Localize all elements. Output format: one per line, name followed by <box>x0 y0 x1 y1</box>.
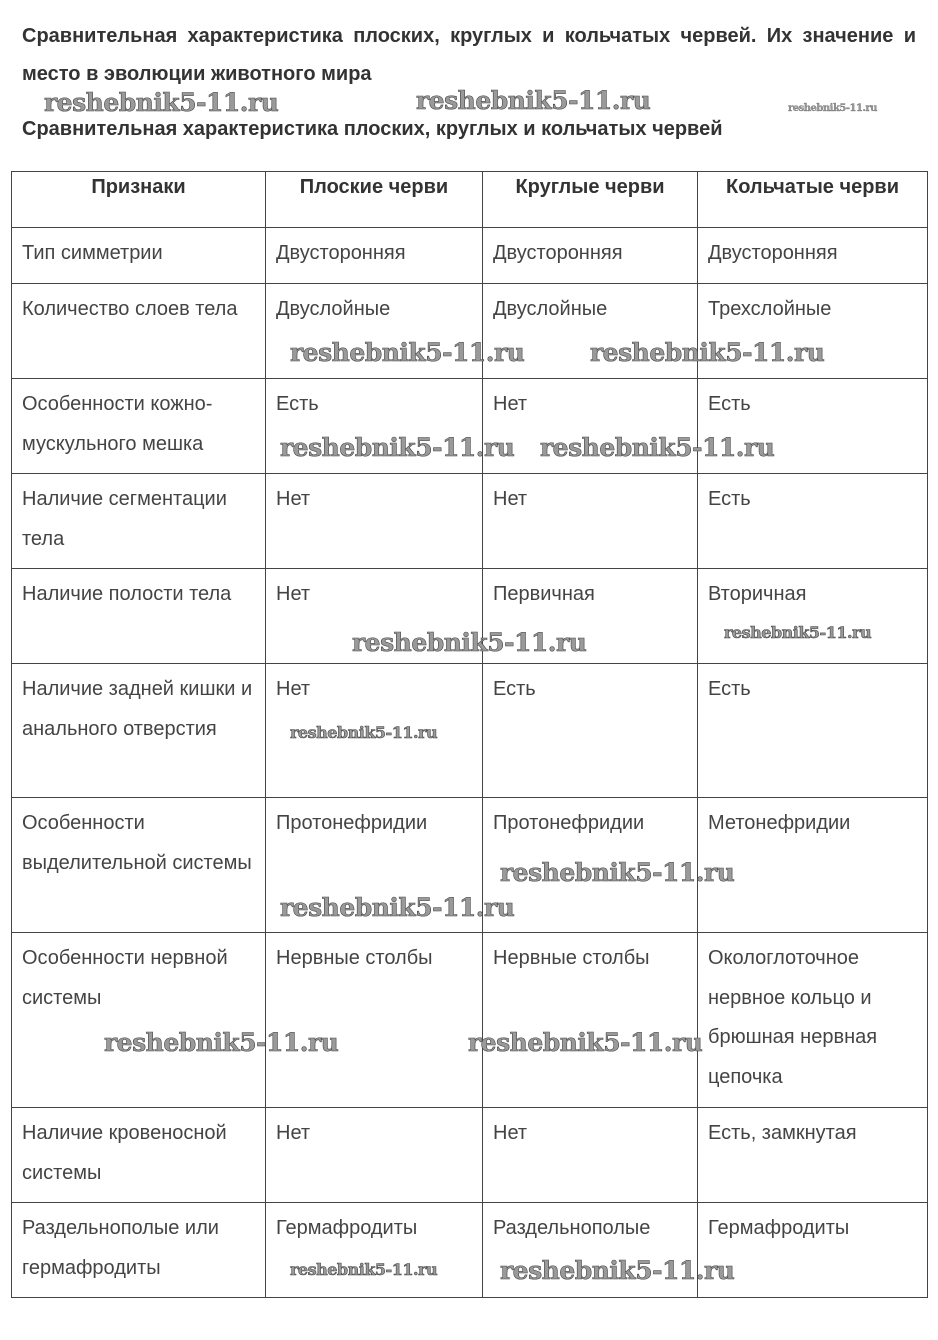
watermark: reshebnik5-11.ru <box>44 88 279 117</box>
feature-cell: Количество слоев тела <box>12 284 266 379</box>
table-row <box>12 664 928 798</box>
header-cell: Круглые черви <box>483 172 698 228</box>
value-cell: Нет <box>266 474 483 569</box>
value-cell: Двусторонняя <box>266 228 483 284</box>
value-cell: Нет <box>266 664 483 798</box>
table-caption: Сравнительная характеристика плоских, круглых и кольчатых червей <box>22 118 723 140</box>
table-body <box>12 228 928 1298</box>
value-cell: Гермафродиты <box>698 1203 928 1298</box>
value-cell: Двусторонняя <box>483 228 698 284</box>
feature-cell: Наличие задней кишки и анального отверстия <box>12 664 266 798</box>
value-cell: Двуслойные <box>483 284 698 379</box>
header-cell: Плоские черви <box>266 172 483 228</box>
watermark: reshebnik5-11.ru <box>500 858 735 887</box>
watermark: reshebnik5-11.ru <box>540 433 775 462</box>
watermark: reshebnik5-11.ru <box>416 86 651 115</box>
table-row <box>12 1108 928 1203</box>
value-cell: Окологлоточное нервное кольцо и брюшная нервная цепочка <box>698 933 928 1108</box>
value-cell: Есть <box>483 664 698 798</box>
value-cell: Гермафродиты <box>266 1203 483 1298</box>
value-cell: Есть <box>698 379 928 474</box>
watermark: reshebnik5-11.ru <box>724 623 872 642</box>
value-cell: Первичная <box>483 569 698 664</box>
watermark: reshebnik5-11.ru <box>590 338 825 367</box>
feature-cell: Раздельнополые или гермафродиты <box>12 1203 266 1298</box>
value-cell: Нет <box>483 474 698 569</box>
watermark: reshebnik5-11.ru <box>290 723 438 742</box>
watermark: reshebnik5-11.ru <box>468 1028 703 1057</box>
value-cell: Есть <box>698 664 928 798</box>
table-row <box>12 1203 928 1298</box>
value-cell: Нервные столбы <box>266 933 483 1108</box>
value-cell: Раздельнополые <box>483 1203 698 1298</box>
watermark: reshebnik5-11.ru <box>290 1260 438 1279</box>
value-cell: Нет <box>483 379 698 474</box>
page-title: Сравнительная характеристика плоских, круглых и кольчатых червей. Их значение и место в эволюции животного мира <box>22 25 916 85</box>
value-cell: Есть <box>266 379 483 474</box>
feature-cell: Наличие кровеносной системы <box>12 1108 266 1203</box>
watermark: reshebnik5-11.ru <box>280 433 515 462</box>
watermark: reshebnik5-11.ru <box>104 1028 339 1057</box>
value-cell: Нет <box>266 1108 483 1203</box>
feature-cell: Особенности выделительной системы <box>12 798 266 933</box>
value-cell: Трехслойные <box>698 284 928 379</box>
value-cell: Есть <box>698 474 928 569</box>
header-cell: Признаки <box>12 172 266 228</box>
value-cell: Есть, замкнутая <box>698 1108 928 1203</box>
feature-cell: Тип симметрии <box>12 228 266 284</box>
value-cell: Нет <box>266 569 483 664</box>
value-cell: Протонефридии <box>266 798 483 933</box>
value-cell: Двусторонняя <box>698 228 928 284</box>
feature-cell: Наличие сегментации тела <box>12 474 266 569</box>
table-row <box>12 474 928 569</box>
watermark: reshebnik5-11.ru <box>290 338 525 367</box>
feature-cell: Наличие полости тела <box>12 569 266 664</box>
table-row <box>12 228 928 284</box>
header-row <box>12 172 928 228</box>
value-cell: Протонефридии <box>483 798 698 933</box>
value-cell: Нервные столбы <box>483 933 698 1108</box>
value-cell: Двуслойные <box>266 284 483 379</box>
header-cell: Кольчатые черви <box>698 172 928 228</box>
feature-cell: Особенности нервной системы <box>12 933 266 1108</box>
watermark: reshebnik5-11.ru <box>788 103 877 114</box>
value-cell: Вторичная <box>698 569 928 664</box>
value-cell: Нет <box>483 1108 698 1203</box>
feature-cell: Особенности кожно-мускульного мешка <box>12 379 266 474</box>
watermark: reshebnik5-11.ru <box>500 1256 735 1285</box>
watermark: reshebnik5-11.ru <box>352 628 587 657</box>
value-cell: Метонефридии <box>698 798 928 933</box>
table-row <box>12 933 928 1108</box>
watermark: reshebnik5-11.ru <box>280 893 515 922</box>
